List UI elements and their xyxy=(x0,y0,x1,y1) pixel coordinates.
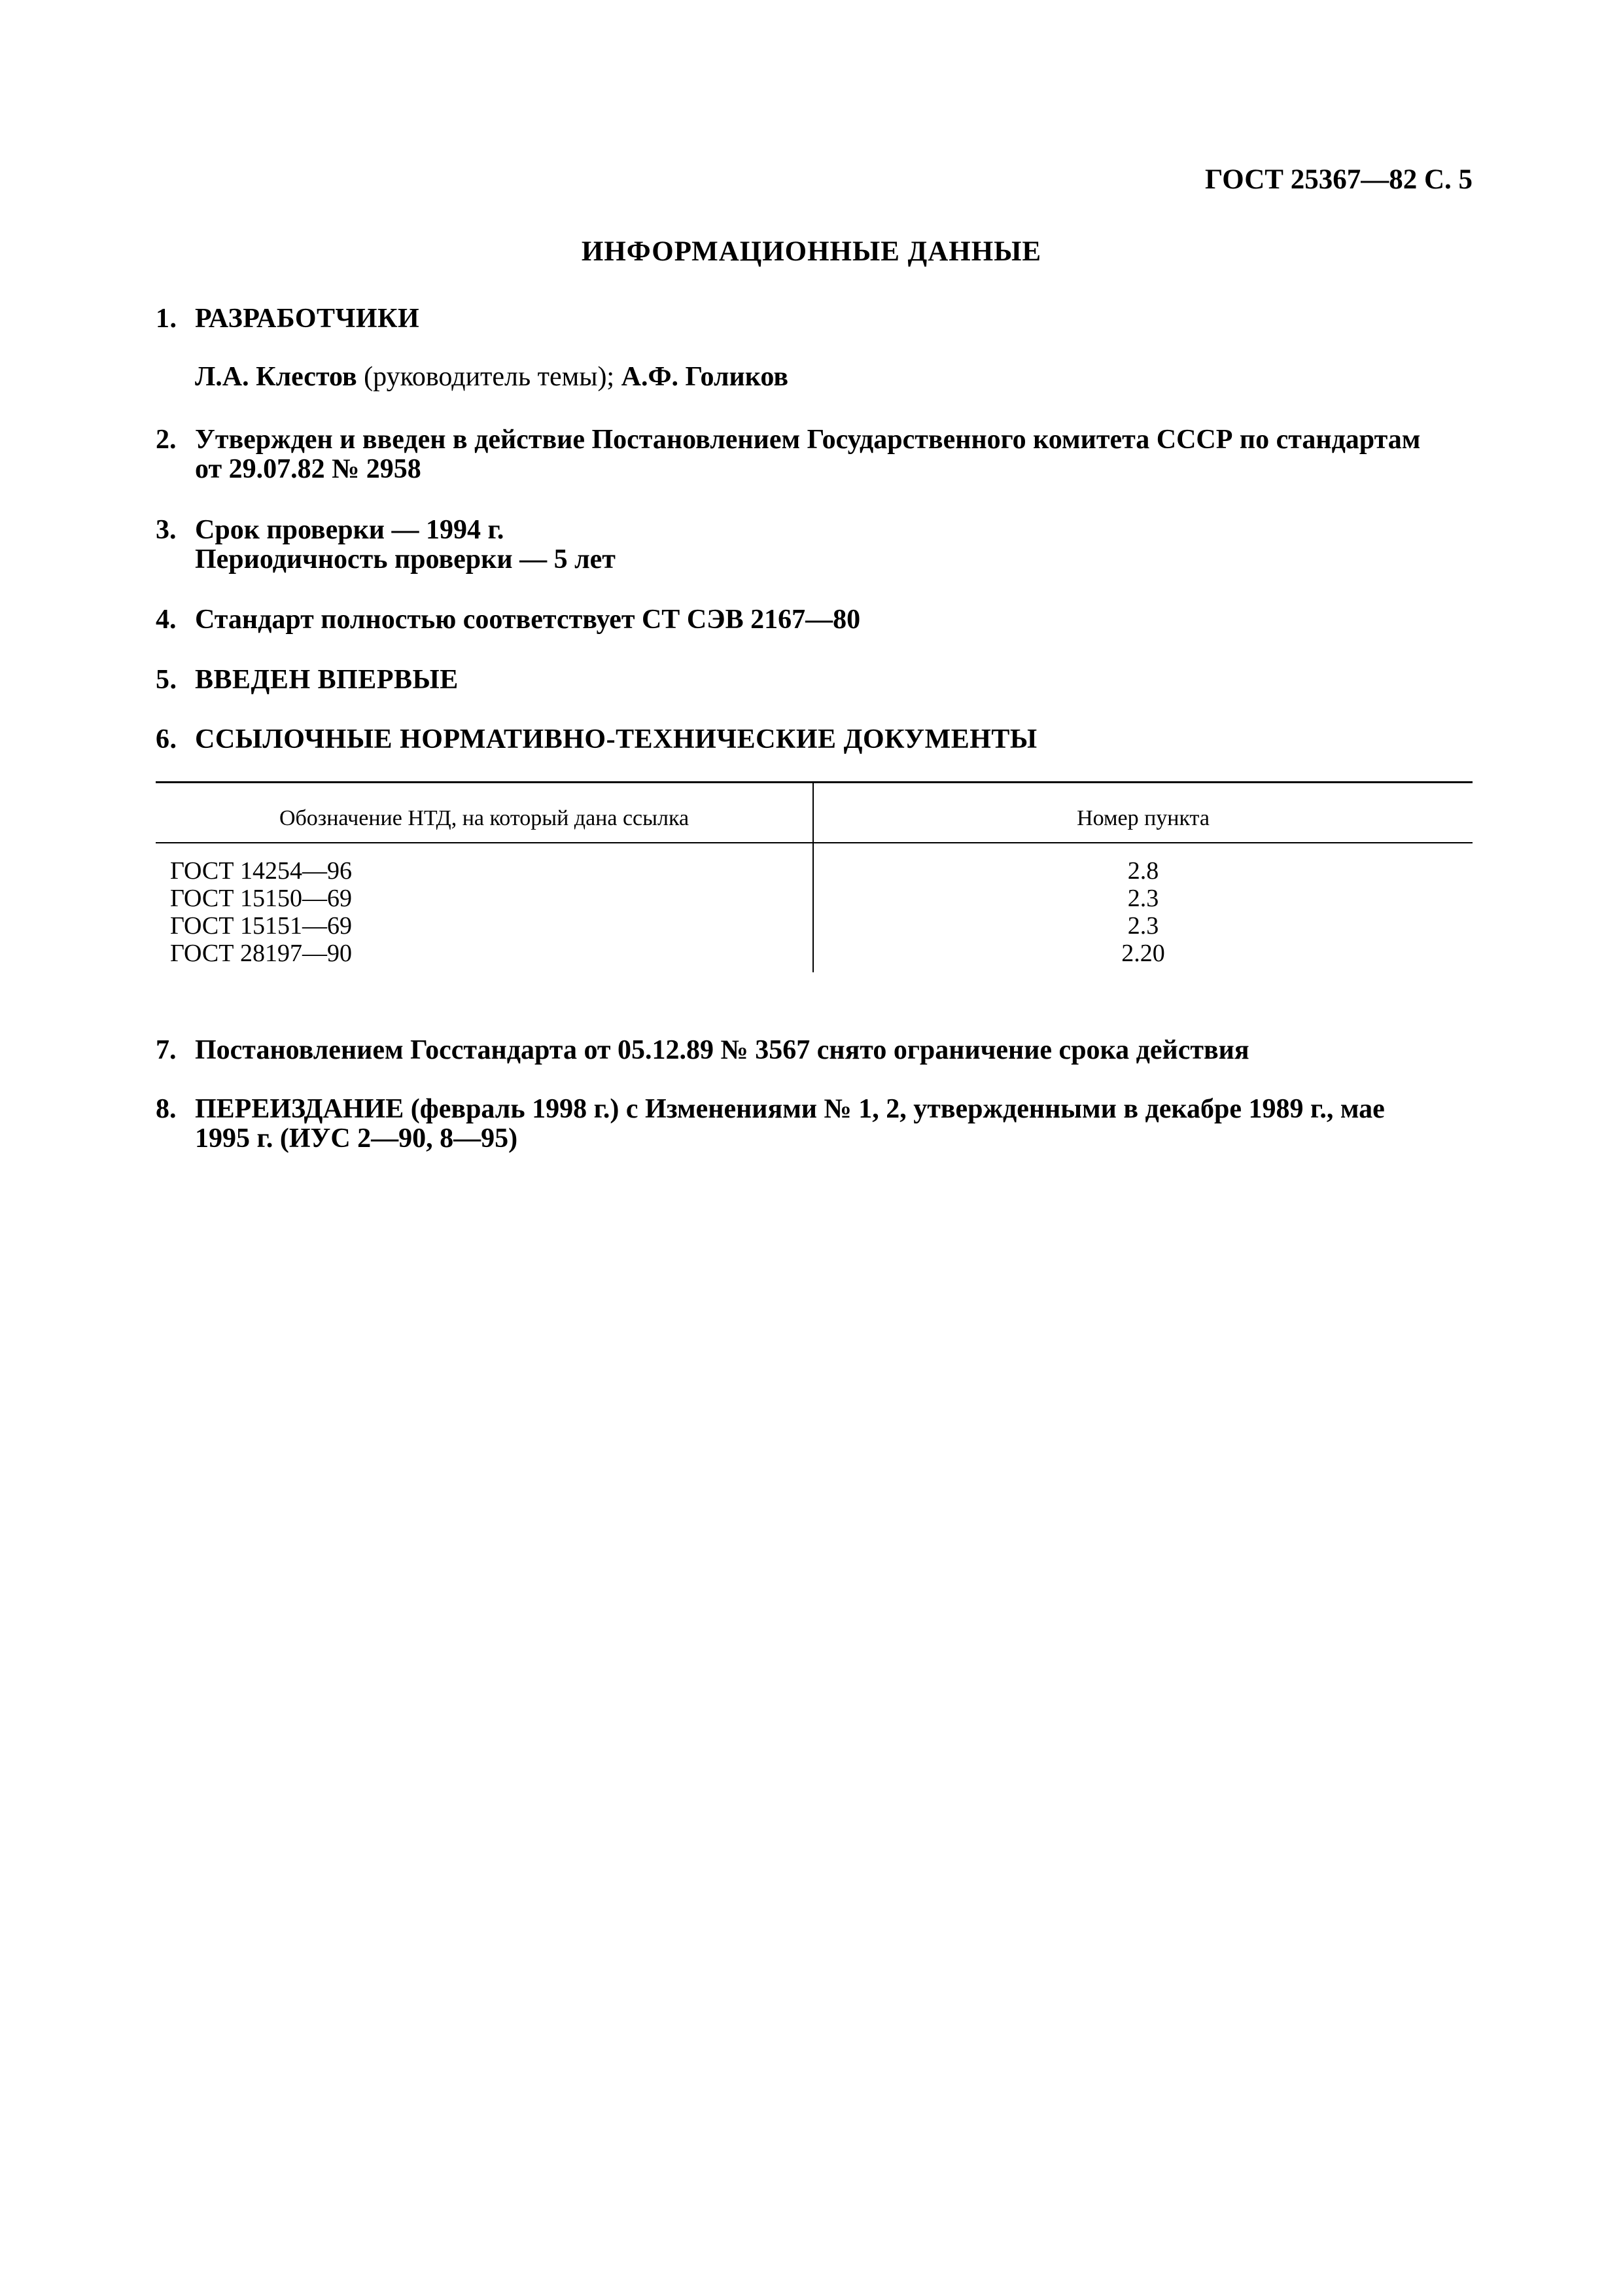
table-cell-document: ГОСТ 15150—69 xyxy=(170,885,352,912)
item-number: 1. xyxy=(156,304,177,334)
table-row xyxy=(156,940,1473,967)
item-1 xyxy=(156,304,1473,334)
table-cell-paragraph: 2.3 xyxy=(1127,885,1159,912)
item-number: 6. xyxy=(156,724,177,754)
item-text: Стандарт полностью соответствует СТ СЭВ 2167—80 xyxy=(195,605,861,635)
item-text: Утвержден и введен в действие Постановлением Государственного комитета СССР по стандартам xyxy=(195,425,1421,455)
page-header: ГОСТ 25367—82 С. 5 xyxy=(1204,164,1473,195)
item-text: Постановлением Госстандарта от 05.12.89 № 3567 снято ограничение срока действия xyxy=(195,1035,1249,1065)
table-top-rule xyxy=(156,781,1473,783)
item-3 xyxy=(156,516,1473,574)
author-name: Л.А. Клестов xyxy=(195,362,357,392)
item-7 xyxy=(156,1036,1473,1065)
item-text: РАЗРАБОТЧИКИ xyxy=(195,304,420,334)
table-row xyxy=(156,857,1473,885)
item-text: Срок проверки — 1994 г. xyxy=(195,515,504,545)
table-cell-document: ГОСТ 28197—90 xyxy=(170,940,352,967)
item-text: от 29.07.82 № 2958 xyxy=(195,454,421,484)
page-title: ИНФОРМАЦИОННЫЕ ДАННЫЕ xyxy=(581,236,1042,267)
table-header-document: Обозначение НТД, на который дана ссылка xyxy=(279,806,689,830)
item-number: 7. xyxy=(156,1035,177,1065)
item-8 xyxy=(156,1095,1473,1154)
table-cell-document: ГОСТ 14254—96 xyxy=(170,857,352,885)
item-number: 4. xyxy=(156,605,177,635)
table-cell-paragraph: 2.20 xyxy=(1121,940,1165,967)
table-row xyxy=(156,885,1473,912)
item-text: ВВЕДЕН ВПЕРВЫЕ xyxy=(195,665,459,695)
table-row xyxy=(156,912,1473,940)
item-6 xyxy=(156,725,1473,754)
authors-line xyxy=(195,362,788,392)
item-text: Периодичность проверки — 5 лет xyxy=(195,544,616,574)
item-text: 1995 г. (ИУС 2—90, 8—95) xyxy=(195,1123,518,1154)
item-number: 2. xyxy=(156,425,177,455)
table-cell-document: ГОСТ 15151—69 xyxy=(170,912,352,940)
item-5 xyxy=(156,665,1473,695)
author-role: (руководитель темы); xyxy=(357,362,621,392)
item-text: ССЫЛОЧНЫЕ НОРМАТИВНО-ТЕХНИЧЕСКИЕ ДОКУМЕНТЫ xyxy=(195,724,1038,754)
table-header-rule xyxy=(156,842,1473,843)
table-cell-paragraph: 2.8 xyxy=(1127,857,1159,885)
item-2 xyxy=(156,425,1473,484)
author-name: А.Ф. Голиков xyxy=(621,362,789,392)
item-number: 8. xyxy=(156,1094,177,1124)
item-text: ПЕРЕИЗДАНИЕ (февраль 1998 г.) с Изменениями № 1, 2, утвержденными в декабре 1989 г., мае xyxy=(195,1094,1385,1124)
table-body xyxy=(156,857,1473,967)
table-header-paragraph: Номер пункта xyxy=(1077,806,1210,830)
item-number: 5. xyxy=(156,665,177,695)
table-cell-paragraph: 2.3 xyxy=(1127,912,1159,940)
item-4 xyxy=(156,605,1473,635)
reference-table xyxy=(156,781,1473,972)
item-number: 3. xyxy=(156,515,177,545)
